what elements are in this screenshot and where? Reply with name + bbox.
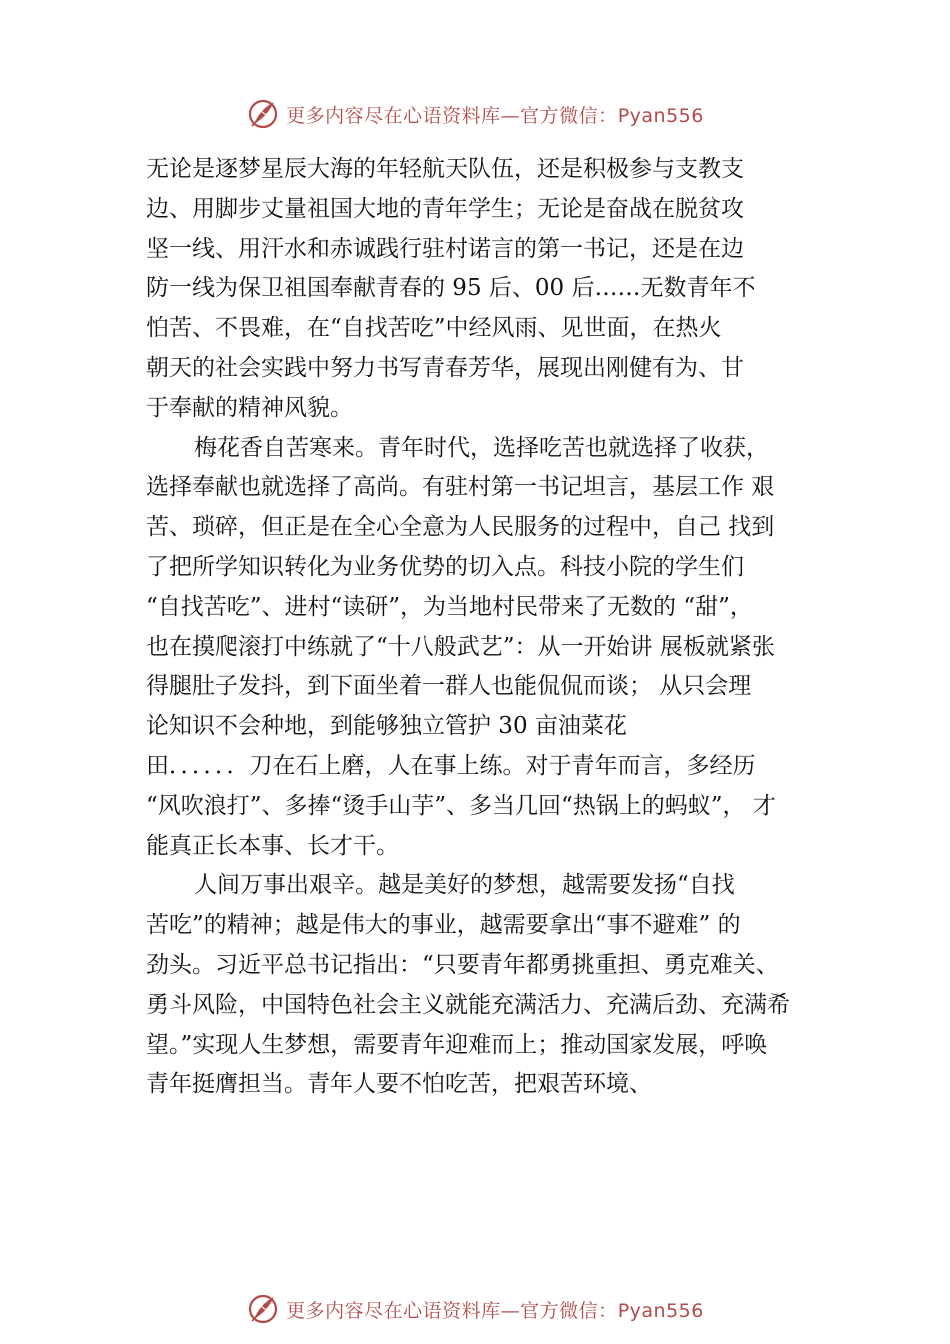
text-line: 望。”实现人生梦想，需要青年迎难而上；推动国家发展，呼唤 — [146, 1031, 768, 1058]
banner-dash: — — [500, 1299, 521, 1322]
text-line: 苦、琐碎，但正是在全心全意为人民服务的过程中，自己 找到 — [146, 514, 775, 541]
text-line: “自找苦吃”、进村“读研”，为当地村民带来了无数的 “甜”， — [146, 593, 753, 620]
banner-title: 更多内容尽在心语资料库 — [286, 1299, 501, 1322]
text-line: 边、用脚步丈量祖国大地的青年学生；无论是奋战在脱贫攻 — [146, 195, 744, 222]
text-line: 怕苦、不畏难，在“自找苦吃”中经风雨、见世面，在热火 — [146, 315, 722, 342]
text-line: “风吹浪打”、多捧“烫手山芋”、多当几回“热锅上的蚂蚁”， 才 — [146, 792, 776, 819]
text-line: 劲头。习近平总书记指出：“只要青年都勇挑重担、勇克难关、 — [146, 951, 779, 978]
article-body — [146, 150, 836, 1105]
text-line: 了把所学知识转化为业务优势的切入点。科技小院的学生们 — [146, 553, 744, 580]
banner-title: 更多内容尽在心语资料库 — [286, 104, 501, 127]
text-line: 也在摸爬滚打中练就了“十八般武艺”：从一开始讲 展板就紧张 — [146, 633, 775, 660]
feather-pen-logo-icon — [246, 1292, 280, 1326]
banner-subtitle: 官方微信： — [520, 104, 618, 127]
banner-dash: — — [500, 104, 521, 127]
text-line: 防一线为保卫祖国奉献青春的 95 后、00 后……无数青年不 — [146, 275, 756, 302]
text-line: 选择奉献也就选择了高尚。有驻村第一书记坦言，基层工作 艰 — [146, 474, 775, 501]
text-line: 能真正长本事、长才干。 — [146, 832, 399, 859]
text-line: 论知识不会种地，到能够独立管护 30 亩油菜花 — [146, 713, 627, 740]
text-line: 于奉献的精神风貌。 — [146, 394, 353, 421]
text-line: 得腿肚子发抖，到下面坐着一群人也能侃侃而谈； 从只会理 — [146, 673, 752, 700]
text-line: 青年挺膺担当。青年人要不怕吃苦，把艰苦环境、 — [146, 1071, 652, 1098]
feather-pen-logo-icon — [246, 97, 280, 131]
paragraph-start-line: 梅花香自苦寒来。青年时代，选择吃苦也就选择了收获， — [194, 434, 769, 461]
banner-subtitle: 官方微信： — [520, 1299, 618, 1322]
text-line: 坚一线、用汗水和赤诚践行驻村诺言的第一书记，还是在边 — [146, 235, 744, 262]
text-line: 苦吃”的精神；越是伟大的事业，越需要拿出“事不避难” 的 — [146, 912, 741, 939]
footer-banner — [0, 1289, 950, 1329]
banner-wechat-id: Pyan556 — [617, 1299, 704, 1322]
text-line: 田．．．．．．刀在石上磨，人在事上练。对于青年而言，多经历 — [146, 752, 756, 779]
banner-wechat-id: Pyan556 — [617, 104, 704, 127]
header-banner — [0, 94, 950, 134]
paragraph-start-line: 人间万事出艰辛。越是美好的梦想，越需要发扬“自找 — [194, 872, 735, 899]
text-line: 朝天的社会实践中努力书写青春芳华，展现出刚健有为、甘 — [146, 354, 744, 381]
text-line: 无论是逐梦星辰大海的年轻航天队伍，还是积极参与支教支 — [146, 156, 744, 182]
text-line: 勇斗风险，中国特色社会主义就能充满活力、充满后劲、充满希 — [146, 991, 790, 1018]
